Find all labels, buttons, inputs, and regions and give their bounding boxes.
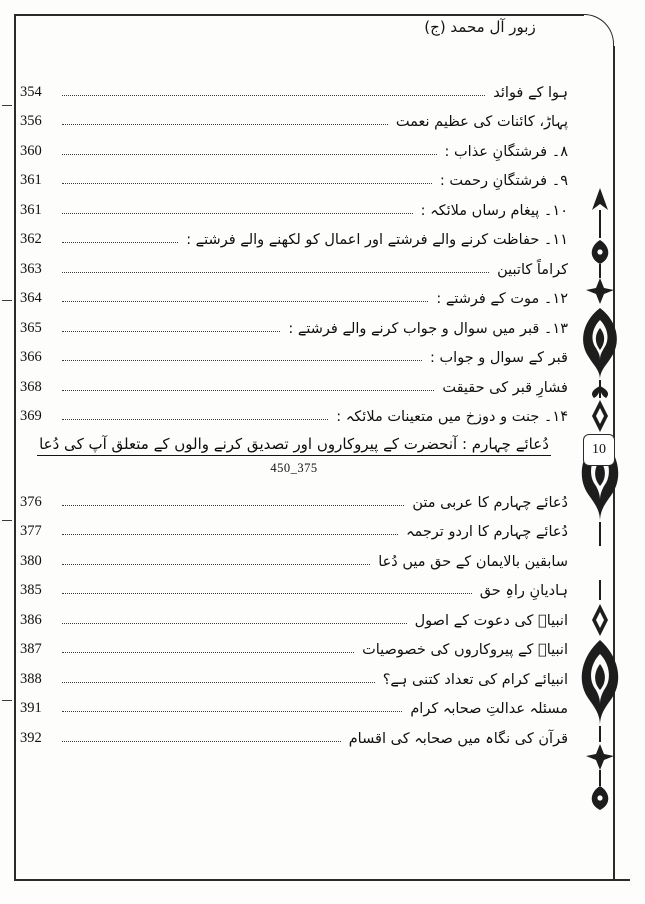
toc-entry-page: 380 [20, 552, 42, 569]
toc-leader-dots [62, 301, 428, 302]
table-of-contents [20, 72, 568, 748]
toc-entry-title: ۱۰۔ پیغام رساں ملائکہ : [420, 202, 568, 219]
toc-entry-page: 354 [20, 83, 42, 100]
toc-entry-page: 377 [20, 523, 42, 539]
toc-leader-dots [62, 623, 407, 624]
toc-entry-page: 361 [20, 201, 42, 218]
toc-row[interactable] [20, 630, 568, 660]
toc-entry-title: انبیاؑ کے پیروکاروں کی خصوصیات [362, 642, 568, 658]
toc-entry-title: مسئلہ عدالتِ صحابہ کرام [410, 701, 568, 717]
toc-row[interactable] [20, 338, 568, 368]
toc-row[interactable] [20, 659, 568, 689]
toc-leader-dots [62, 183, 432, 184]
toc-entry-title: دُعائے چہارم کا اردو ترجمہ [405, 524, 568, 540]
toc-entry-title: کراماً کاتبین [497, 261, 568, 278]
toc-entry-title: ہادیانِ راہِ حق [479, 583, 568, 599]
toc-row[interactable] [20, 571, 568, 601]
toc-row[interactable] [20, 689, 568, 719]
toc-row[interactable] [20, 102, 568, 132]
toc-entry-page: 368 [20, 378, 42, 395]
toc-row[interactable] [20, 600, 568, 630]
toc-row[interactable] [20, 367, 568, 397]
toc-row[interactable] [20, 541, 568, 571]
toc-entry-title: ۱۲۔ موت کے فرشتے : [436, 291, 568, 307]
toc-leader-dots [62, 505, 404, 506]
toc-entry-page: 388 [20, 670, 42, 687]
toc-entry-page: 391 [20, 700, 42, 716]
toc-entry-title: پہاڑ، کائنات کی عظیم نعمت [395, 114, 568, 130]
toc-row[interactable] [20, 249, 568, 279]
toc-leader-dots [62, 564, 370, 565]
toc-entry-page: 362 [20, 231, 42, 247]
toc-row[interactable] [20, 161, 568, 191]
toc-entry-page: 365 [20, 319, 42, 336]
page-border-corner-arc [583, 14, 614, 47]
toc-leader-dots [62, 419, 328, 420]
toc-row[interactable] [20, 397, 568, 427]
toc-leader-dots [62, 360, 422, 361]
page-border-bottom [14, 879, 630, 881]
floral-divider-ornament [570, 180, 630, 820]
toc-entry-page: 369 [20, 408, 42, 424]
toc-entry-page: 363 [20, 260, 42, 277]
toc-row[interactable] [20, 279, 568, 309]
toc-entry-title: دُعائے چہارم کا عربی متن [412, 494, 568, 511]
page-border-left [14, 14, 16, 880]
edge-tick-mark [2, 105, 12, 106]
toc-leader-dots [62, 741, 341, 742]
toc-leader-dots [62, 154, 437, 155]
toc-leader-dots [62, 390, 434, 391]
toc-row[interactable] [20, 72, 568, 102]
toc-entry-title: ۱۴۔ جنت و دوزخ میں متعینات ملائکہ : [336, 409, 568, 425]
toc-entry-page: 385 [20, 582, 42, 598]
page-number-badge: 10 [583, 434, 615, 466]
toc-leader-dots [62, 593, 472, 594]
toc-entry-title: ۱۱۔ حفاظت کرنے والے فرشتے اور اعمال کو لکھنے والے فرشتے : [186, 232, 568, 248]
toc-row[interactable] [20, 482, 568, 512]
toc-entry-page: 376 [20, 493, 42, 510]
toc-entry-page: 366 [20, 349, 42, 365]
toc-entry-title: قبر کے سوال و جواب : [430, 350, 568, 366]
edge-tick-mark [2, 700, 12, 701]
toc-row[interactable] [20, 131, 568, 161]
edge-tick-mark [2, 300, 12, 301]
toc-row[interactable] [20, 718, 568, 748]
toc-row[interactable] [20, 512, 568, 542]
toc-section-subnumber: 450_375 [270, 461, 318, 475]
toc-entry-page: 361 [20, 172, 42, 188]
toc-leader-dots [62, 331, 280, 332]
toc-leader-dots [62, 682, 375, 683]
toc-entry-title: قرآن کی نگاہ میں صحابہ کی اقسام [348, 730, 568, 747]
toc-leader-dots [62, 213, 413, 214]
toc-row[interactable] [20, 190, 568, 220]
toc-row[interactable] [20, 308, 568, 338]
toc-entry-page: 364 [20, 290, 42, 306]
toc-leader-dots [62, 652, 354, 653]
toc-entry-title: ۱۳۔ قبر میں سوال و جواب کرنے والے فرشتے : [288, 320, 568, 337]
toc-entry-page: 387 [20, 641, 42, 657]
toc-leader-dots [62, 534, 398, 535]
toc-entry-title: ۹۔ فرشتگانِ رحمت : [439, 173, 568, 189]
page-header-title: زبور آل محمد (ج) [424, 18, 536, 36]
toc-leader-dots [62, 242, 178, 243]
toc-leader-dots [62, 95, 485, 96]
page-border-top [14, 14, 584, 16]
toc-entry-title: ۸۔ فرشتگانِ عذاب : [444, 143, 568, 160]
toc-entry-page: 386 [20, 611, 42, 628]
toc-leader-dots [62, 124, 388, 125]
toc-section-heading-block [20, 434, 568, 476]
toc-entry-page: 392 [20, 729, 42, 746]
toc-entry-title: انبیاؑ کی دعوت کے اصول [414, 612, 568, 629]
toc-entry-title: انبیائے کرام کی تعداد کتنی ہے؟ [382, 671, 568, 688]
toc-leader-dots [62, 272, 489, 273]
toc-leader-dots [62, 711, 402, 712]
toc-entry-title: فشارِ قبر کی حقیقت [442, 379, 568, 396]
toc-entry-page: 360 [20, 142, 42, 159]
toc-section-heading: دُعائے چہارم : آنحضرت کے پیروکاروں اور تصدیق کرنے والوں کے متعلق آپ کی دُعا [37, 435, 551, 456]
toc-entry-title: ہوا کے فوائد [493, 84, 568, 101]
edge-tick-mark [2, 520, 12, 521]
toc-entry-page: 356 [20, 113, 42, 129]
toc-row[interactable] [20, 220, 568, 250]
toc-entry-title: سابقین بالایمان کے حق میں دُعا [378, 553, 568, 570]
